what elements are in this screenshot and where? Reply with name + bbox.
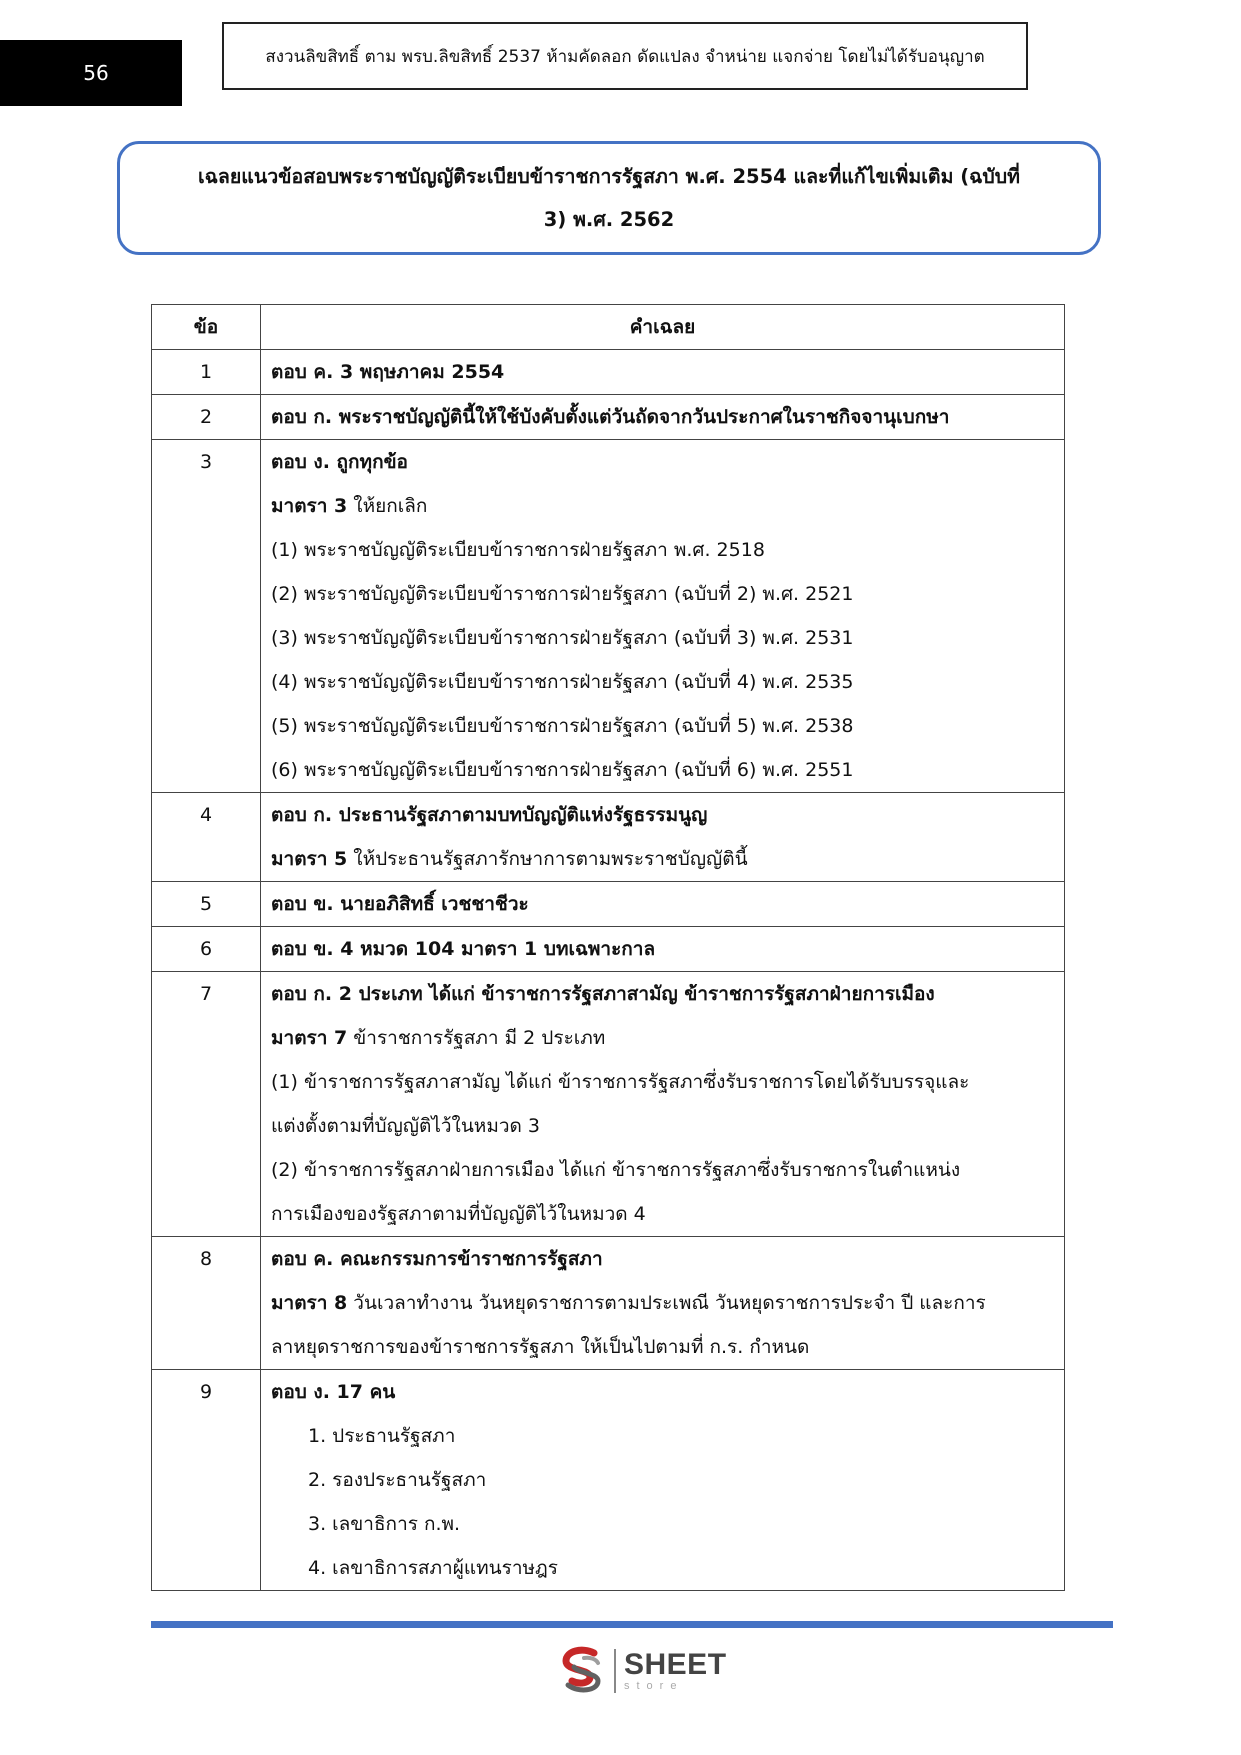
explanation-line: (1) พระราชบัญญัติระเบียบข้าราชการฝ่ายรัฐสภา พ.ศ. 2518 (271, 539, 765, 561)
list-item: 1. ประธานรัฐสภา (308, 1425, 456, 1447)
row-number (152, 395, 261, 440)
row-answer (261, 1237, 1065, 1370)
explanation-line: (2) ข้าราชการรัฐสภาฝ่ายการเมือง ได้แก่ ข้าราชการรัฐสภาซึ่งรับราชการในตำแหน่ง (271, 1159, 961, 1181)
table-row (152, 882, 1065, 927)
answer-choice: ตอบ ก. 2 ประเภท ได้แก่ ข้าราชการรัฐสภาสามัญ ข้าราชการรัฐสภาฝ่ายการเมือง (271, 983, 935, 1005)
logo-word: SHEET (624, 1648, 727, 1681)
answer-choice: ตอบ ง. 17 คน (271, 1381, 396, 1403)
row-number (152, 793, 261, 882)
section-reference (261, 484, 1064, 528)
copyright-notice: สงวนลิขสิทธิ์ ตาม พรบ.ลิขสิทธิ์ 2537 ห้ามคัดลอก ดัดแปลง จำหน่าย แจกจ่าย โดยไม่ได้รับอนุญาต (222, 22, 1028, 90)
answer-table (151, 304, 1065, 1591)
document-title (117, 141, 1101, 255)
explanation-line: (4) พระราชบัญญัติระเบียบข้าราชการฝ่ายรัฐสภา (ฉบับที่ 4) พ.ศ. 2535 (271, 671, 854, 693)
section-label: มาตรา 8 (271, 1292, 348, 1314)
answer-choice: ตอบ ก. พระราชบัญญัตินี้ให้ใช้บังคับตั้งแต่วันถัดจากวันประกาศในราชกิจจานุเบกษา (271, 406, 950, 428)
row-number (152, 927, 261, 972)
table-row (152, 1237, 1065, 1370)
row-answer (261, 793, 1065, 882)
row-number-text: 9 (199, 1381, 213, 1403)
row-number-text: 6 (199, 938, 213, 960)
row-number (152, 440, 261, 793)
title-line-1: เฉลยแนวข้อสอบพระราชบัญญัติระเบียบข้าราชการรัฐสภา พ.ศ. 2554 และที่แก้ไขเพิ่มเติม (ฉบับที่ (197, 165, 1021, 188)
explanation-line: ลาหยุดราชการของข้าราชการรัฐสภา ให้เป็นไปตามที่ ก.ร. กำหนด (271, 1336, 810, 1358)
explanation-line: (5) พระราชบัญญัติระเบียบข้าราชการฝ่ายรัฐสภา (ฉบับที่ 5) พ.ศ. 2538 (271, 715, 854, 737)
answer-table-body (152, 350, 1065, 1591)
explanation-line: (2) พระราชบัญญัติระเบียบข้าราชการฝ่ายรัฐสภา (ฉบับที่ 2) พ.ศ. 2521 (271, 583, 854, 605)
row-number-text: 7 (199, 983, 213, 1005)
section-text: ให้ยกเลิก (347, 495, 428, 517)
header-number: ข้อ (152, 305, 261, 350)
answer-choice: ตอบ ข. นายอภิสิทธิ์ เวชชาชีวะ (271, 893, 529, 915)
table-row (152, 927, 1065, 972)
section-text: ให้ประธานรัฐสภารักษาการตามพระราชบัญญัตินี้ (347, 848, 748, 870)
logo-subtitle: store (624, 1680, 684, 1692)
sheet-store-logo-icon (556, 1645, 608, 1697)
list-item: 4. เลขาธิการสภาผู้แทนราษฎร (308, 1557, 558, 1579)
answer-choice: ตอบ ค. 3 พฤษภาคม 2554 (271, 361, 505, 383)
section-label: มาตรา 7 (271, 1027, 348, 1049)
explanation-line: แต่งตั้งตามที่บัญญัติไว้ในหมวด 3 (271, 1115, 540, 1137)
section-text: วันเวลาทำงาน วันหยุดราชการตามประเพณี วันหยุดราชการประจำ ปี และการ (347, 1292, 986, 1314)
explanation-line: (3) พระราชบัญญัติระเบียบข้าราชการฝ่ายรัฐสภา (ฉบับที่ 3) พ.ศ. 2531 (271, 627, 854, 649)
row-number-text: 5 (199, 893, 213, 915)
answer-choice: ตอบ ค. คณะกรรมการข้าราชการรัฐสภา (271, 1248, 603, 1270)
row-number-text: 8 (199, 1248, 213, 1270)
title-line-2: 3) พ.ศ. 2562 (543, 208, 675, 231)
sheet-store-logo (556, 1645, 727, 1697)
row-number-text: 3 (199, 451, 213, 473)
table-row (152, 972, 1065, 1237)
row-number-text: 4 (199, 804, 213, 826)
table-row (152, 793, 1065, 882)
section-reference (261, 1016, 1064, 1060)
page-number (0, 40, 182, 106)
row-answer (261, 1370, 1065, 1591)
row-answer (261, 440, 1065, 793)
row-answer (261, 395, 1065, 440)
answer-choice: ตอบ ก. ประธานรัฐสภาตามบทบัญญัติแห่งรัฐธรรมนูญ (271, 804, 708, 826)
list-item: 3. เลขาธิการ ก.พ. (308, 1513, 461, 1535)
row-number (152, 1237, 261, 1370)
row-number (152, 882, 261, 927)
section-label: มาตรา 3 (271, 495, 348, 517)
explanation-line: (1) ข้าราชการรัฐสภาสามัญ ได้แก่ ข้าราชการรัฐสภาซึ่งรับราชการโดยได้รับบรรจุและ (271, 1071, 970, 1093)
row-answer (261, 350, 1065, 395)
table-row (152, 440, 1065, 793)
page-number-text: 56 (83, 61, 109, 85)
explanation-line: (6) พระราชบัญญัติระเบียบข้าราชการฝ่ายรัฐสภา (ฉบับที่ 6) พ.ศ. 2551 (271, 759, 854, 781)
logo-divider (614, 1649, 616, 1693)
row-answer (261, 927, 1065, 972)
row-number (152, 1370, 261, 1591)
table-row (152, 350, 1065, 395)
row-number-text: 1 (199, 361, 213, 383)
answer-choice: ตอบ ง. ถูกทุกข้อ (271, 451, 408, 473)
row-answer (261, 972, 1065, 1237)
section-text: ข้าราชการรัฐสภา มี 2 ประเภท (347, 1027, 606, 1049)
explanation-line: การเมืองของรัฐสภาตามที่บัญญัติไว้ในหมวด 4 (271, 1203, 646, 1225)
row-number (152, 350, 261, 395)
answer-choice: ตอบ ข. 4 หมวด 104 มาตรา 1 บทเฉพาะกาล (271, 938, 656, 960)
table-row (152, 395, 1065, 440)
header-answer: คำเฉลย (261, 305, 1065, 350)
logo-text (624, 1650, 727, 1692)
footer-bar (151, 1621, 1113, 1628)
row-number-text: 2 (199, 406, 213, 428)
section-label: มาตรา 5 (271, 848, 348, 870)
row-answer (261, 882, 1065, 927)
row-number (152, 972, 261, 1237)
section-reference (261, 837, 1064, 881)
table-row (152, 1370, 1065, 1591)
table-header-row (152, 305, 1065, 350)
section-reference (261, 1281, 1064, 1325)
list-item: 2. รองประธานรัฐสภา (308, 1469, 487, 1491)
